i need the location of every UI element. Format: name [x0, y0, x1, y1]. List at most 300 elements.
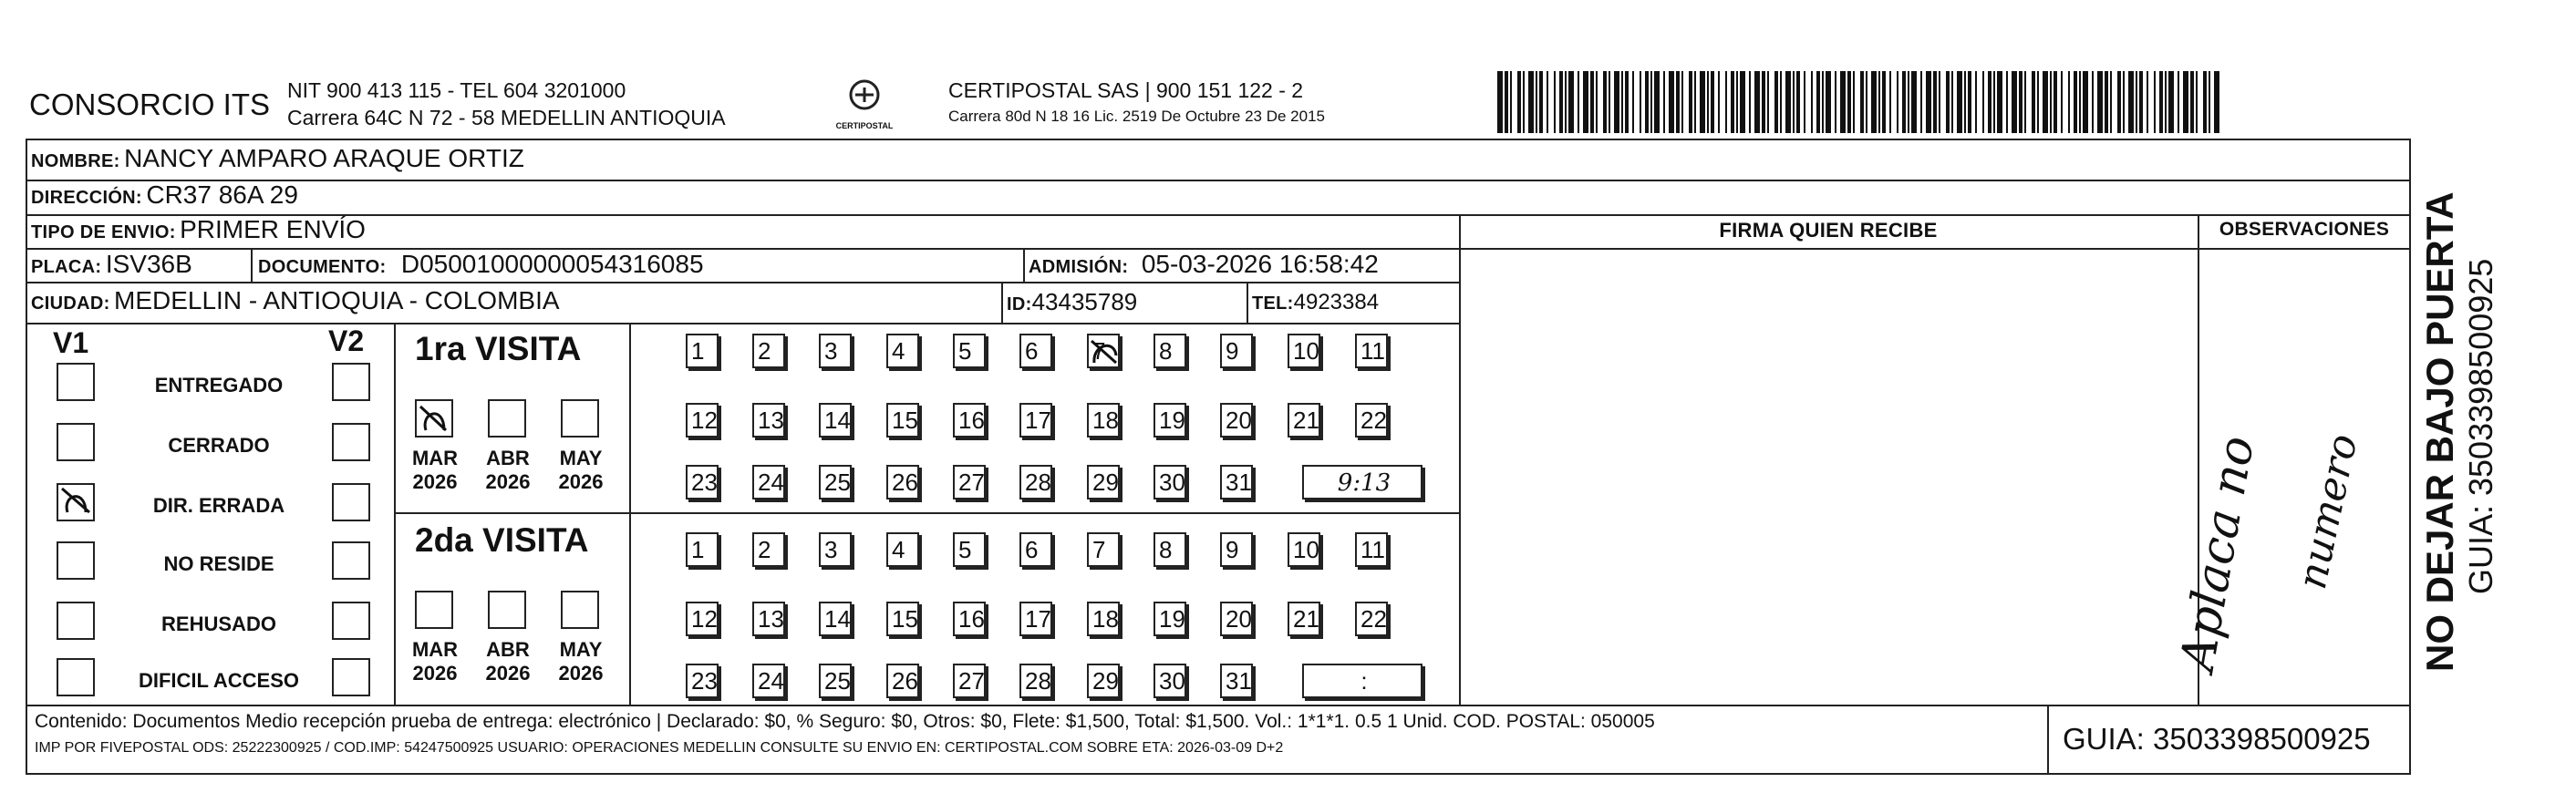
- barcode-bar: [1968, 71, 1971, 133]
- day-box[interactable]: [1220, 532, 1253, 567]
- time-value: 9:13: [1337, 469, 1391, 497]
- barcode-bar: [1762, 71, 1765, 133]
- day-box[interactable]: [953, 602, 986, 636]
- barcode-bar: [2083, 71, 2088, 133]
- day-box[interactable]: [1220, 602, 1253, 636]
- visit1-title: 1ra VISITA: [415, 330, 582, 367]
- day-number: 28: [1025, 469, 1051, 496]
- nombre-label: NOMBRE:: [31, 151, 120, 171]
- barcode-bar: [1510, 71, 1512, 133]
- barcode-bar: [1871, 71, 1877, 133]
- barcode-bar: [2159, 71, 2163, 133]
- v2-checkbox[interactable]: [332, 658, 370, 696]
- barcode-bar: [2032, 71, 2035, 133]
- v2-checkbox[interactable]: [332, 541, 370, 580]
- day-number: 21: [1293, 407, 1319, 434]
- barcode-bar: [1957, 71, 1962, 133]
- barcode-bar: [2123, 71, 2125, 133]
- barcode-bar: [1964, 71, 1966, 133]
- tipo-label: TIPO DE ENVIO:: [31, 222, 176, 242]
- barcode-bar: [1632, 71, 1634, 133]
- day-number: 29: [1092, 667, 1119, 695]
- day-number: 15: [892, 407, 918, 434]
- barcode-bar: [2006, 71, 2008, 133]
- day-number: 14: [824, 605, 851, 633]
- barcode-bar: [1847, 71, 1851, 133]
- barcode-bar: [1681, 71, 1683, 133]
- day-box[interactable]: [819, 602, 852, 636]
- day-number: 28: [1025, 667, 1051, 695]
- check-mark-icon: [1089, 335, 1120, 366]
- month-year: 2026: [485, 662, 531, 685]
- day-number: 5: [958, 337, 972, 365]
- day-box[interactable]: [1019, 465, 1052, 499]
- day-number: 6: [1025, 337, 1039, 365]
- visit2-title: 2da VISITA: [415, 521, 589, 559]
- barcode-bar: [1583, 71, 1588, 133]
- day-number: 26: [892, 469, 918, 496]
- day-box[interactable]: [752, 334, 785, 368]
- day-box[interactable]: [886, 465, 919, 499]
- barcode-bar: [1853, 71, 1855, 133]
- day-box[interactable]: [686, 465, 719, 499]
- v2-checkbox[interactable]: [332, 423, 370, 461]
- barcode-bar: [1997, 71, 2002, 133]
- barcode-bar: [1669, 71, 1674, 133]
- day-number: 30: [1159, 667, 1185, 695]
- barcode-bar: [1774, 71, 1778, 133]
- barcode-bar: [1736, 71, 1738, 133]
- day-box[interactable]: [1220, 465, 1253, 499]
- status-option-label: DIFICIL ACCESO: [138, 669, 299, 692]
- day-box[interactable]: [1087, 602, 1120, 636]
- admision-row: [1029, 250, 1379, 279]
- day-box[interactable]: [1019, 334, 1052, 368]
- barcode-bar: [1565, 71, 1567, 133]
- day-box[interactable]: [686, 532, 719, 567]
- barcode-bar: [1497, 71, 1503, 133]
- day-number: 24: [758, 469, 784, 496]
- barcode-bar: [2097, 71, 2103, 133]
- barcode-bar: [1882, 71, 1886, 133]
- barcode-bar: [1517, 71, 1521, 133]
- day-number: 23: [691, 667, 718, 695]
- day-number: 22: [1360, 407, 1387, 434]
- day-box[interactable]: [1019, 602, 1052, 636]
- day-number: 2: [758, 536, 771, 563]
- day-box[interactable]: [953, 532, 986, 567]
- day-number: 1: [691, 536, 705, 563]
- day-box[interactable]: [1019, 664, 1052, 698]
- day-number: 17: [1025, 605, 1051, 633]
- barcode-bar: [1603, 71, 1607, 133]
- day-box[interactable]: [819, 465, 852, 499]
- direccion-label: DIRECCIÓN:: [31, 188, 142, 208]
- day-box[interactable]: [1087, 334, 1120, 368]
- month-label: [481, 638, 535, 685]
- day-number: 25: [824, 667, 851, 695]
- day-number: 24: [758, 667, 784, 695]
- barcode-bar: [1920, 71, 1922, 133]
- day-number: 8: [1159, 536, 1173, 563]
- barcode-bar: [1780, 71, 1782, 133]
- day-box[interactable]: [1355, 403, 1388, 438]
- day-box[interactable]: [1154, 532, 1186, 567]
- barcode-bar: [1523, 71, 1525, 133]
- barcode-bar: [1908, 71, 1909, 133]
- day-box[interactable]: [686, 403, 719, 438]
- time-value: :: [1360, 667, 1368, 695]
- month-name: MAY: [559, 638, 603, 661]
- month-checkbox[interactable]: [561, 399, 599, 438]
- barcode-bar: [1982, 71, 1984, 133]
- day-box[interactable]: [1087, 532, 1120, 567]
- logo-text: CERTIPOSTAL: [835, 121, 894, 130]
- observaciones-label: OBSERVACIONES: [2219, 219, 2390, 240]
- direccion-value: CR37 86A 29: [146, 180, 298, 209]
- day-number: 10: [1293, 536, 1319, 563]
- barcode-bar: [2061, 71, 2063, 133]
- id-row: [1007, 288, 1137, 316]
- day-box[interactable]: [752, 664, 785, 698]
- barcode-bar: [2074, 71, 2077, 133]
- barcode-bar: [1725, 71, 1727, 133]
- barcode-bar: [1731, 71, 1734, 133]
- v1-checkbox[interactable]: [57, 541, 95, 580]
- v2-label: V2: [328, 324, 365, 357]
- barcode-bar: [1804, 71, 1805, 133]
- id-label: ID:: [1007, 294, 1032, 314]
- v1-checkbox[interactable]: [57, 483, 95, 521]
- nombre-value: NANCY AMPARO ARAQUE ORTIZ: [124, 144, 524, 172]
- barcode-bar: [1754, 71, 1760, 133]
- day-number: 14: [824, 407, 851, 434]
- barcode-bar: [1578, 71, 1579, 133]
- barcode-bar: [1926, 71, 1931, 133]
- day-box[interactable]: [752, 532, 785, 567]
- day-box[interactable]: [886, 334, 919, 368]
- barcode: [1497, 71, 2227, 133]
- day-number: 15: [892, 605, 918, 633]
- day-number: 29: [1092, 469, 1119, 496]
- footer-line-1: Contenido: Documentos Medio recepción prueba de entrega: electrónico | Declarado: $0, % Seguro: $0, Otros: $0, Flete: $1,500, Total: $1,500. Vol.: 1*1*1. 0.5 1 Unid. COD. POSTAL: 050005: [35, 711, 1655, 732]
- status-option-label: DIR. ERRADA: [152, 494, 285, 517]
- v1-checkbox[interactable]: [57, 658, 95, 696]
- month-checkbox[interactable]: [415, 591, 453, 629]
- month-label: [553, 638, 608, 685]
- v2-checkbox[interactable]: [332, 483, 370, 521]
- barcode-bar: [1835, 71, 1836, 133]
- barcode-bar: [1650, 71, 1652, 133]
- day-number: 19: [1159, 407, 1185, 434]
- barcode-bar: [1547, 71, 1548, 133]
- barcode-bar: [2068, 71, 2070, 133]
- day-box[interactable]: [1355, 532, 1388, 567]
- day-box[interactable]: [1087, 664, 1120, 698]
- barcode-bar: [1694, 71, 1696, 133]
- day-box[interactable]: [886, 403, 919, 438]
- day-number: 13: [758, 605, 784, 633]
- barcode-icon: [1497, 71, 2227, 133]
- barcode-bar: [1866, 71, 1867, 133]
- certipostal-company: CERTIPOSTAL SAS | 900 151 122 - 2: [948, 78, 1304, 102]
- barcode-bar: [2019, 71, 2023, 133]
- barcode-bar: [1840, 71, 1846, 133]
- day-number: 7: [1092, 536, 1106, 563]
- barcode-bar: [1559, 71, 1563, 133]
- barcode-bar: [2190, 71, 2194, 133]
- barcode-bar: [1663, 71, 1665, 133]
- day-box[interactable]: [686, 664, 719, 698]
- time-box[interactable]: [1302, 664, 1422, 698]
- day-box[interactable]: [886, 664, 919, 698]
- barcode-bar: [2214, 71, 2219, 133]
- day-box[interactable]: [1355, 334, 1388, 368]
- day-box[interactable]: [1220, 334, 1253, 368]
- day-box[interactable]: [686, 334, 719, 368]
- side-guia: GUIA: 3503398500925: [2462, 258, 2499, 594]
- barcode-bar: [2043, 71, 2048, 133]
- v1-label: V1: [53, 326, 89, 359]
- barcode-bar: [1878, 71, 1880, 133]
- day-number: 11: [1360, 337, 1385, 365]
- barcode-bar: [1707, 71, 1709, 133]
- certipostal-address: Carrera 80d N 18 16 Lic. 2519 De Octubre 23 De 2015: [948, 108, 1325, 125]
- v2-checkbox[interactable]: [332, 602, 370, 640]
- status-option-label: ENTREGADO: [154, 374, 284, 396]
- day-number: 4: [892, 536, 905, 563]
- day-number: 18: [1092, 407, 1119, 434]
- barcode-bar: [2050, 71, 2052, 133]
- barcode-bar: [1596, 71, 1598, 133]
- day-number: 3: [824, 337, 838, 365]
- day-box[interactable]: [1288, 403, 1320, 438]
- day-number: 12: [691, 605, 718, 633]
- barcode-bar: [1785, 71, 1791, 133]
- day-box[interactable]: [819, 334, 852, 368]
- barcode-bar: [2105, 71, 2108, 133]
- v1-checkbox[interactable]: [57, 602, 95, 640]
- day-box[interactable]: [752, 602, 785, 636]
- barcode-bar: [1536, 71, 1537, 133]
- barcode-bar: [1911, 71, 1917, 133]
- barcode-bar: [1767, 71, 1769, 133]
- day-box[interactable]: [953, 664, 986, 698]
- barcode-bar: [1793, 71, 1795, 133]
- day-box[interactable]: [819, 403, 852, 438]
- day-number: 16: [958, 407, 985, 434]
- barcode-bar: [1897, 71, 1898, 133]
- month-year: 2026: [558, 662, 604, 685]
- barcode-bar: [1621, 71, 1623, 133]
- barcode-bar: [2139, 71, 2143, 133]
- day-number: 19: [1159, 605, 1185, 633]
- day-box[interactable]: [1288, 532, 1320, 567]
- month-year: 2026: [485, 470, 531, 493]
- day-box[interactable]: [1087, 403, 1120, 438]
- day-number: 7: [1092, 337, 1106, 365]
- day-box[interactable]: [886, 532, 919, 567]
- barcode-bar: [2183, 71, 2188, 133]
- v2-checkbox[interactable]: [332, 363, 370, 401]
- day-box[interactable]: [1288, 334, 1320, 368]
- day-number: 31: [1226, 469, 1252, 496]
- day-number: 1: [691, 337, 705, 365]
- barcode-bar: [1590, 71, 1594, 133]
- barcode-bar: [2079, 71, 2081, 133]
- barcode-bar: [1645, 71, 1649, 133]
- barcode-bar: [1993, 71, 1995, 133]
- month-label: [408, 638, 462, 685]
- day-box[interactable]: [752, 465, 785, 499]
- day-box[interactable]: [1154, 602, 1186, 636]
- barcode-bar: [1975, 71, 1977, 133]
- barcode-bar: [1860, 71, 1864, 133]
- day-number: 17: [1025, 407, 1051, 434]
- company-name: CONSORCIO ITS: [29, 88, 271, 121]
- day-number: 16: [958, 605, 985, 633]
- day-number: 25: [824, 469, 851, 496]
- barcode-bar: [2092, 71, 2094, 133]
- day-box[interactable]: [886, 602, 919, 636]
- day-box[interactable]: [1288, 602, 1320, 636]
- observacion-handwritten-1: Aplaca no: [2170, 432, 2266, 675]
- day-number: 5: [958, 536, 972, 563]
- day-number: 18: [1092, 605, 1119, 633]
- day-box[interactable]: [1154, 664, 1186, 698]
- day-number: 9: [1226, 536, 1239, 563]
- footer-guia: GUIA: 3503398500925: [2063, 722, 2371, 756]
- certipostal-logo: [828, 77, 901, 131]
- barcode-bar: [2117, 71, 2121, 133]
- day-box[interactable]: [819, 664, 852, 698]
- day-box[interactable]: [1220, 664, 1253, 698]
- barcode-bar: [1811, 71, 1813, 133]
- barcode-bar: [2178, 71, 2179, 133]
- month-checkbox[interactable]: [488, 399, 526, 438]
- barcode-bar: [1614, 71, 1619, 133]
- day-box[interactable]: [1019, 403, 1052, 438]
- barcode-bar: [1988, 71, 1991, 133]
- day-number: 30: [1159, 469, 1185, 496]
- day-number: 2: [758, 337, 771, 365]
- day-box[interactable]: [953, 465, 986, 499]
- barcode-bar: [1539, 71, 1543, 133]
- barcode-bar: [2168, 71, 2174, 133]
- month-checkbox[interactable]: [561, 591, 599, 629]
- placa-row: [31, 250, 192, 279]
- day-number: 10: [1293, 337, 1319, 365]
- check-mark-icon: [417, 401, 451, 436]
- barcode-bar: [1946, 71, 1950, 133]
- barcode-bar: [2012, 71, 2017, 133]
- company-nit: NIT 900 413 115 - TEL 604 3201000: [287, 78, 626, 102]
- month-name: MAR: [411, 638, 459, 661]
- day-number: 9: [1226, 337, 1239, 365]
- barcode-bar: [1749, 71, 1751, 133]
- barcode-bar: [2154, 71, 2156, 133]
- month-label: [408, 447, 462, 494]
- documento-value: D05001000000054316085: [400, 250, 704, 278]
- firma-label: FIRMA QUIEN RECIBE: [1719, 219, 1938, 242]
- month-year: 2026: [412, 662, 458, 685]
- company-address: Carrera 64C N 72 - 58 MEDELLIN ANTIOQUIA: [287, 106, 726, 129]
- month-checkbox[interactable]: [488, 591, 526, 629]
- day-number: 27: [958, 667, 985, 695]
- day-box[interactable]: [1087, 465, 1120, 499]
- barcode-bar: [1718, 71, 1720, 133]
- barcode-bar: [1826, 71, 1831, 133]
- day-box[interactable]: [953, 334, 986, 368]
- day-number: 26: [892, 667, 918, 695]
- month-label: [481, 447, 535, 494]
- day-number: 23: [691, 469, 718, 496]
- observacion-handwritten-2: numero: [2289, 429, 2367, 593]
- day-box[interactable]: [1355, 602, 1388, 636]
- v1-checkbox[interactable]: [57, 363, 95, 401]
- day-box[interactable]: [686, 602, 719, 636]
- tel-value: 4923384: [1293, 290, 1380, 314]
- barcode-bar: [1889, 71, 1891, 133]
- barcode-bar: [2147, 71, 2148, 133]
- check-mark-icon: [58, 485, 93, 520]
- month-name: MAY: [559, 447, 603, 469]
- barcode-bar: [2110, 71, 2112, 133]
- barcode-bar: [1654, 71, 1660, 133]
- barcode-bar: [2128, 71, 2134, 133]
- day-box[interactable]: [1154, 334, 1186, 368]
- status-option-label: REHUSADO: [161, 613, 276, 635]
- tipo-value: PRIMER ENVÍO: [180, 215, 366, 243]
- day-box[interactable]: [1154, 465, 1186, 499]
- day-box[interactable]: [1019, 532, 1052, 567]
- month-checkbox[interactable]: [415, 399, 453, 438]
- placa-value: ISV36B: [105, 250, 192, 278]
- v1-checkbox[interactable]: [57, 423, 95, 461]
- ciudad-label: CIUDAD:: [31, 294, 110, 314]
- tel-label: TEL:: [1252, 294, 1294, 314]
- barcode-bar: [1689, 71, 1692, 133]
- day-number: 27: [958, 469, 985, 496]
- direccion-row: [31, 180, 298, 210]
- month-year: 2026: [558, 470, 604, 493]
- barcode-bar: [1568, 71, 1574, 133]
- barcode-bar: [2165, 71, 2167, 133]
- day-box[interactable]: [819, 532, 852, 567]
- day-number: 6: [1025, 536, 1039, 563]
- day-box[interactable]: [1154, 403, 1186, 438]
- time-box[interactable]: [1302, 465, 1422, 499]
- month-label: [553, 447, 608, 494]
- logo-icon: [828, 77, 901, 117]
- documento-label: DOCUMENTO:: [258, 257, 387, 277]
- month-name: MAR: [411, 447, 459, 469]
- day-box[interactable]: [953, 403, 986, 438]
- placa-label: PLACA:: [31, 257, 102, 277]
- day-number: 4: [892, 337, 905, 365]
- day-number: 11: [1360, 536, 1385, 563]
- barcode-bar: [1951, 71, 1953, 133]
- barcode-bar: [1528, 71, 1534, 133]
- tipo-row: [31, 215, 366, 244]
- day-box[interactable]: [752, 403, 785, 438]
- month-name: ABR: [486, 447, 530, 469]
- barcode-bar: [2054, 71, 2057, 133]
- day-box[interactable]: [1220, 403, 1253, 438]
- day-number: 12: [691, 407, 718, 434]
- barcode-bar: [1676, 71, 1680, 133]
- day-number: 21: [1293, 605, 1319, 633]
